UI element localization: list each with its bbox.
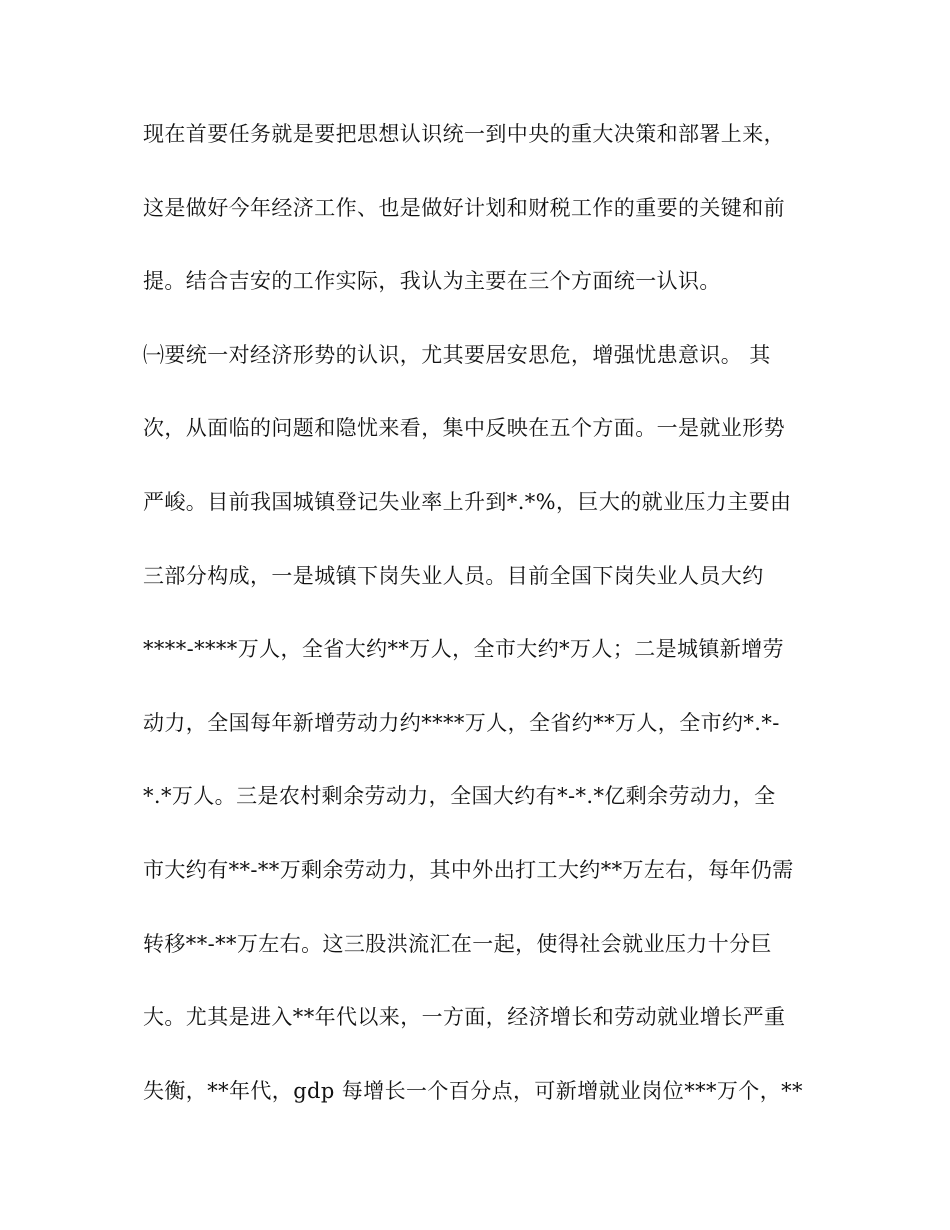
text-line: 市大约有**-**万剩余劳动力，其中外出打工大约**万左右，每年仍需	[143, 857, 794, 882]
text-line: ****-****万人，全省大约**万人，全市大约*万人；二是城镇新增劳	[143, 637, 784, 662]
text-line: 转移**-**万左右。这三股洪流汇在一起，使得社会就业压力十分巨	[143, 931, 772, 956]
document-body	[143, 122, 813, 1152]
text-line: 现在首要任务就是要把思想认识统一到中央的重大决策和部署上来，	[143, 122, 785, 146]
text-line: *.*万人。三是农村剩余劳动力，全国大约有*-*.*亿剩余劳动力，全	[143, 784, 776, 809]
text-line: 失衡，**年代，gdp 每增长一个百分点，可新增就业岗位***万个，**	[143, 1078, 803, 1103]
text-line: 次，从面临的问题和隐忧来看，集中反映在五个方面。一是就业形势	[143, 416, 785, 441]
text-line: 动力，全国每年新增劳动力约****万人，全省约**万人，全市约*.*-	[143, 710, 780, 735]
text-line: 三部分构成，一是城镇下岗失业人员。目前全国下岗失业人员大约	[143, 563, 764, 588]
text-line: 这是做好今年经济工作、也是做好计划和财税工作的重要的关键和前	[143, 195, 785, 220]
text-line: 提。结合吉安的工作实际，我认为主要在三个方面统一认识。	[143, 269, 721, 294]
text-line: 大。尤其是进入**年代以来，一方面，经济增长和劳动就业增长严重	[143, 1005, 786, 1030]
text-line: ㈠要统一对经济形势的认识，尤其要居安思危，增强忧患意识。 其	[143, 342, 771, 367]
text-line: 严峻。目前我国城镇登记失业率上升到*.*%，巨大的就业压力主要由	[143, 489, 792, 514]
